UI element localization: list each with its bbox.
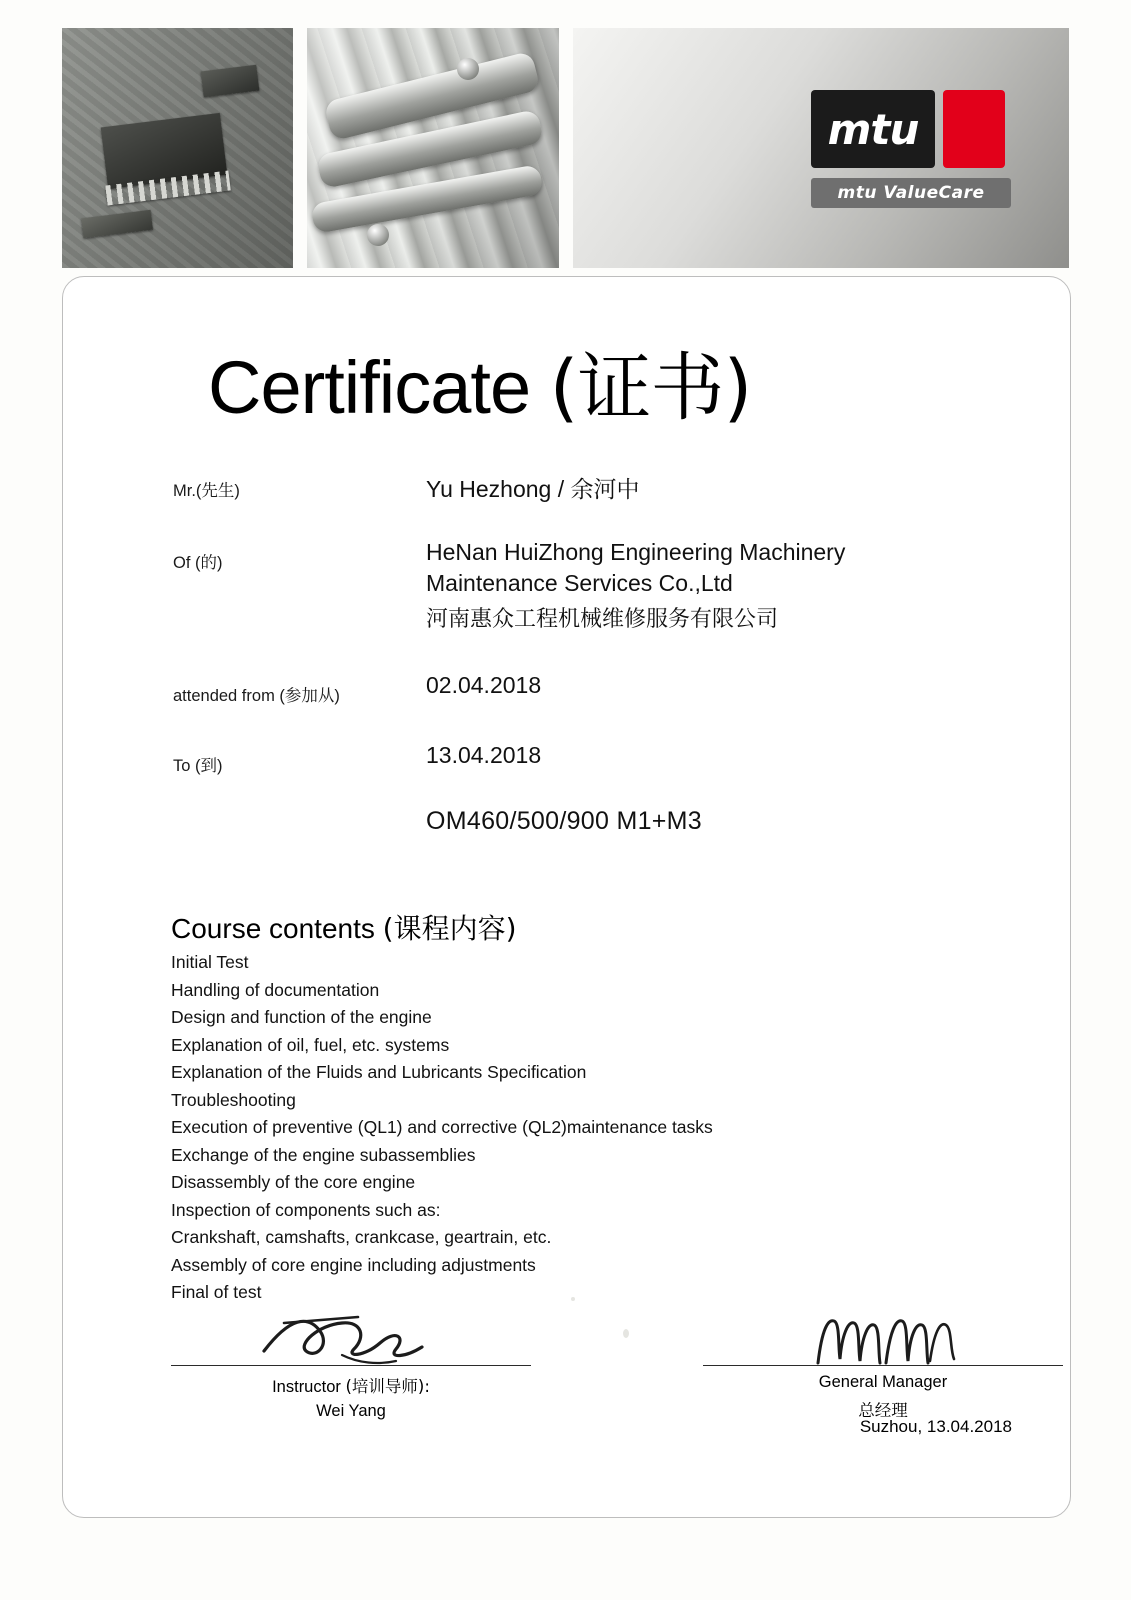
list-item: Design and function of the engine [171,1007,432,1027]
handwritten-signature [778,1307,988,1369]
list-item: Explanation of oil, fuel, etc. systems [171,1034,450,1055]
list-item: Disassembly of the core engine [171,1172,416,1192]
handwritten-signature [246,1307,456,1369]
mtu-logo-black-block [811,90,935,168]
value-company-line1: HeNan HuiZhong Engineering Machinery [426,539,846,565]
general-manager-signature-block [703,1307,1063,1421]
engine-valve-cover-photo [307,28,559,268]
instructor-name: Wei Yang [316,1402,386,1420]
value-attended-to-date: 13.04.2018 [426,742,542,768]
label-attended-from: attended from (参加从) [173,687,340,705]
chip-small-b-graphic [81,210,153,238]
header-band [62,28,1069,268]
label-mr: Mr.(先生) [173,482,240,500]
scan-speckle [623,1329,629,1338]
value-company-line3-cn: 河南惠众工程机械维修服务有限公司 [426,607,779,632]
circuit-board-photo [62,28,293,268]
signature-line [703,1307,1063,1366]
place-and-date: Suzhou, 13.04.2018 [859,1417,1012,1436]
list-item: Assembly of core engine including adjustments [171,1254,536,1275]
mtu-logo [811,90,1019,208]
course-contents-heading-cn: (课程内容) [382,912,517,945]
scan-speckle [571,1297,575,1301]
mtu-logo-text: mtu [827,104,919,154]
instructor-caption-en: Instructor [272,1378,341,1396]
mtu-valuecare-text: mtu ValueCare [837,183,985,203]
mtu-logo-red-block [943,90,1005,168]
instructor-caption [171,1373,531,1397]
course-contents-heading-en: Course contents [171,913,375,944]
page-title-cn: (证书) [549,345,752,431]
instructor-signature-block [171,1307,531,1421]
grey-gradient-panel [573,28,1069,268]
list-item: Exchange of the engine subassemblies [171,1144,476,1165]
engine-bolt-graphic [367,224,389,246]
value-company-line2: Maintenance Services Co.,Ltd [426,570,733,596]
mtu-valuecare-badge [811,178,1011,208]
general-manager-caption-cn: 总经理 [858,1401,908,1420]
list-item: Handling of documentation [171,979,380,1000]
page-title [208,329,751,435]
value-recipient-name: Yu Hezhong / 余河中 [426,476,640,502]
page-title-en: Certificate [208,346,531,429]
general-manager-caption: General Manager [818,1373,948,1391]
instructor-caption-cn: (培训导师): [345,1377,430,1396]
list-item: Troubleshooting [171,1089,296,1110]
label-of: Of (的) [173,554,223,572]
signature-line [171,1307,531,1366]
certificate-frame [62,276,1071,1518]
list-item: Inspection of components such as: [171,1199,441,1220]
list-item: Crankshaft, camshafts, crankcase, geartrain, etc. [171,1227,552,1247]
chip-small-a-graphic [201,65,260,98]
label-attended-to: To (到) [173,757,223,775]
list-item: Initial Test [171,952,249,972]
engine-bolt-graphic [457,58,479,80]
course-contents-list [171,949,871,1307]
value-course-code: OM460/500/900 M1+M3 [426,807,703,835]
list-item: Final of test [171,1282,262,1302]
list-item: Execution of preventive (QL1) and corrective (QL2)maintenance tasks [171,1117,713,1137]
value-attended-from-date: 02.04.2018 [426,672,542,698]
course-contents-heading [171,907,517,947]
list-item: Explanation of the Fluids and Lubricants Specification [171,1062,587,1082]
